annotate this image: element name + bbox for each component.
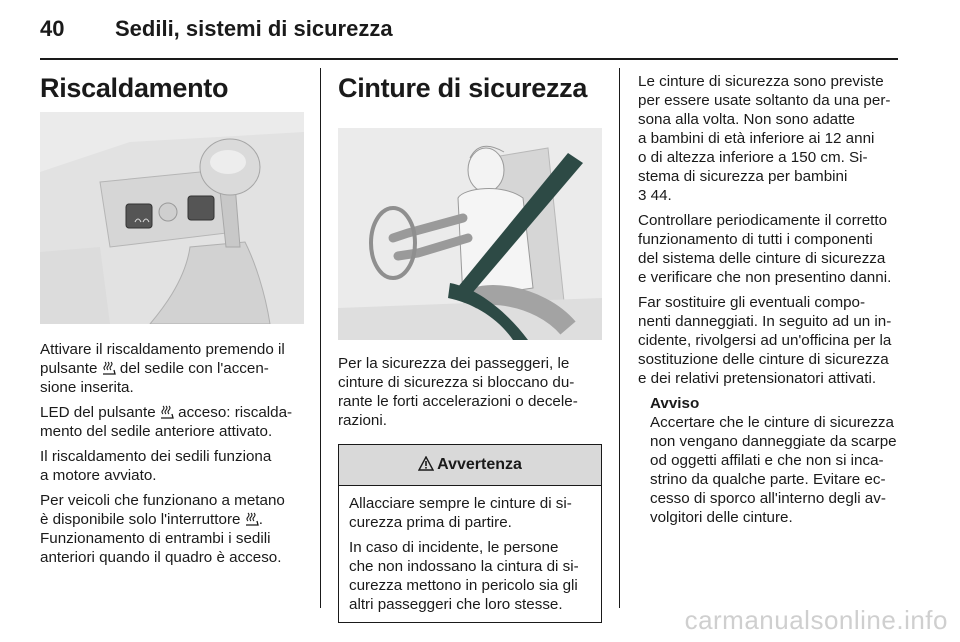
- seat-heating-icon: [102, 361, 116, 375]
- warning-heading: Avvertenza: [437, 456, 522, 473]
- note-text: Accertare che le cinture di sicurezza non vengano danneggiate da scarpe od oggetti affilati e che non si inca- strino da qualche parte. Evitare ec- cesso di sporco all'interno degli av- volgitori delle cinture.: [650, 414, 897, 526]
- details-paragraph-1: Le cinture di sicurezza sono previste per essere usate soltanto da una per- sona alla volta. Non sono adatte a bambini di età inferiore ai 12 anni o di altezza inferiore a 150 cm. Si- stema di sicurezza per bambini 3 44.: [638, 73, 891, 204]
- column-divider-left: [320, 68, 321, 608]
- header-divider: [40, 58, 898, 60]
- column-divider-right: [619, 68, 620, 608]
- heated-seat-switch-illustration: [40, 112, 304, 324]
- warning-header: [339, 445, 601, 486]
- warning-paragraph-1: Allacciare sempre le cinture di si- curezza prima di partire.: [349, 495, 572, 531]
- seatbelt-details: [638, 72, 900, 533]
- note-box: [638, 394, 900, 527]
- heating-title: Riscaldamento: [40, 73, 229, 103]
- heating-paragraph-1: Attivare il riscaldamento premendo il pulsante del sedile con l'accen- sione inserita.: [40, 341, 285, 396]
- warning-triangle-icon: [418, 447, 434, 462]
- details-paragraph-2: Controllare periodicamente il corretto funzionamento di tutti i componenti del sistema delle cinture di sicurezza e verificare che non presentino danni.: [638, 212, 892, 286]
- note-heading: Avviso: [650, 395, 700, 412]
- page-number: 40: [40, 16, 65, 41]
- seat-heating-icon: [245, 512, 259, 526]
- seatbelt-title: Cinture di sicurezza: [338, 73, 588, 103]
- seatbelt-section: [338, 70, 602, 623]
- watermark: carmanualsonline.info: [684, 605, 948, 635]
- heating-paragraph-4: Per veicoli che funzionano a metano è disponibile solo l'interruttore . Funzionamento di entrambi i sedili anteriori quando il quadro è acceso.: [40, 492, 285, 566]
- details-paragraph-3: Far sostituire gli eventuali compo- nenti danneggiati. In seguito ad un in- cidente, rivolgersi ad un'officina per la sostituzione delle cinture di sicurezza e dei relativi pretensionatori attivati.: [638, 294, 892, 387]
- heating-paragraph-2: LED del pulsante acceso: riscalda- mento del sedile anteriore attivato.: [40, 404, 293, 440]
- heating-section: [40, 70, 304, 573]
- seatbelt-intro: Per la sicurezza dei passeggeri, le cinture di sicurezza si bloccano du- rante le forti accelerazioni o decele- razioni.: [338, 355, 578, 429]
- heating-paragraph-3: Il riscaldamento dei sedili funziona a motore avviato.: [40, 448, 272, 484]
- seat-heating-icon: [160, 405, 174, 419]
- warning-paragraph-2: In caso di incidente, le persone che non indossano la cintura di si- curezza mettono in pericolo sia gli altri passeggeri che loro stesse.: [349, 539, 579, 613]
- warning-box: [338, 444, 602, 623]
- chapter-title: Sedili, sistemi di sicurezza: [115, 16, 393, 41]
- page-reference: 3 44.: [638, 187, 672, 204]
- driver-with-seatbelt-illustration: [338, 128, 602, 340]
